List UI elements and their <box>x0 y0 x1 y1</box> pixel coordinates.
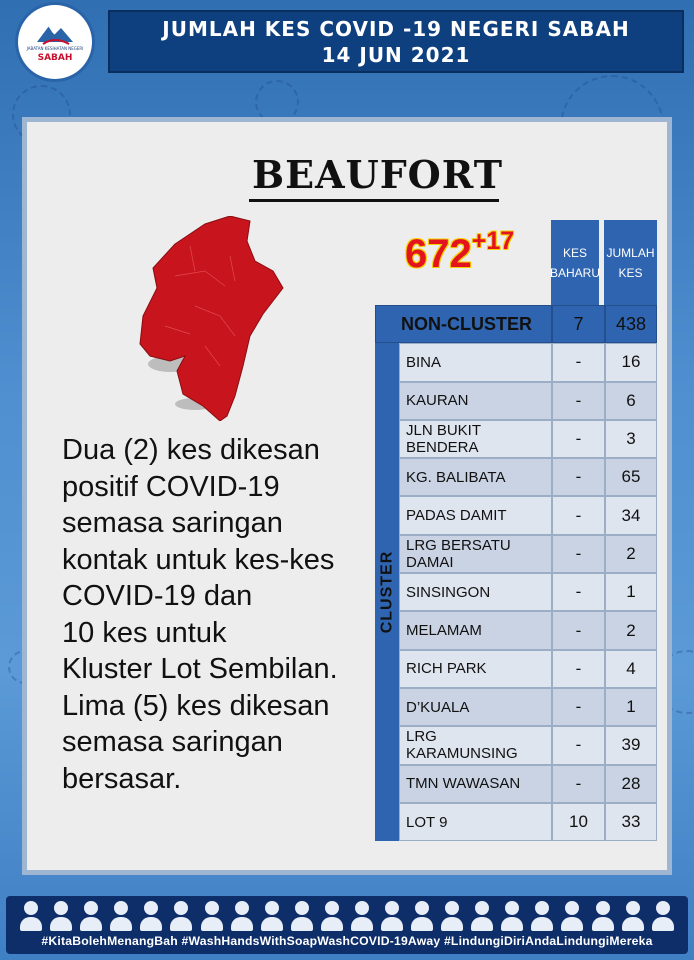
frontliner-icon <box>261 901 283 931</box>
cluster-new-cases: - <box>552 496 605 534</box>
cluster-new-cases: - <box>552 726 605 764</box>
cluster-total-cases: 4 <box>605 650 657 688</box>
cases-table <box>375 305 657 841</box>
district-name: BEAUFORT <box>252 152 503 197</box>
cluster-total-cases: 2 <box>605 535 657 573</box>
frontliner-icon <box>411 901 433 931</box>
cluster-name: RICH PARK <box>399 650 552 688</box>
frontliner-icon <box>441 901 463 931</box>
cluster-total-cases: 2 <box>605 611 657 649</box>
cluster-name: MELAMAM <box>399 611 552 649</box>
table-row <box>399 420 657 458</box>
cluster-name: BINA <box>399 343 552 381</box>
cluster-total-cases: 33 <box>605 803 657 841</box>
table-row <box>399 611 657 649</box>
frontliner-icon <box>80 901 102 931</box>
footer-banner <box>6 896 688 954</box>
non-cluster-label: NON-CLUSTER <box>375 305 552 343</box>
frontliner-icon <box>652 901 674 931</box>
report-date: 14 JUN 2021 <box>321 42 471 67</box>
cluster-name: LOT 9 <box>399 803 552 841</box>
cluster-total-cases: 34 <box>605 496 657 534</box>
frontliner-icon <box>381 901 403 931</box>
cluster-total-cases: 1 <box>605 688 657 726</box>
cluster-name: D’KUALA <box>399 688 552 726</box>
district-panel <box>22 117 672 875</box>
district-underline <box>249 199 499 202</box>
page-title: JUMLAH KES COVID -19 NEGERI SABAH <box>162 16 630 41</box>
frontliner-icon <box>110 901 132 931</box>
cluster-section <box>375 343 657 841</box>
cluster-name: KAURAN <box>399 382 552 420</box>
table-row <box>399 803 657 841</box>
table-row <box>399 765 657 803</box>
cluster-new-cases: - <box>552 343 605 381</box>
district-map-icon <box>135 216 285 421</box>
cluster-new-cases: 10 <box>552 803 605 841</box>
cluster-total-cases: 1 <box>605 573 657 611</box>
cluster-new-cases: - <box>552 420 605 458</box>
cluster-rows <box>399 343 657 841</box>
column-header-new-cases: KES BAHARU <box>551 220 599 305</box>
table-row <box>399 688 657 726</box>
frontliner-icon <box>501 901 523 931</box>
increase-count: +17 <box>471 227 515 255</box>
frontliner-icon <box>170 901 192 931</box>
frontliner-icon <box>201 901 223 931</box>
frontliner-icon <box>561 901 583 931</box>
cluster-name: JLN BUKIT BENDERA <box>399 420 552 458</box>
mountain-logo-icon <box>35 22 75 46</box>
cluster-total-cases: 3 <box>605 420 657 458</box>
cluster-total-cases: 39 <box>605 726 657 764</box>
cluster-name: KG. BALIBATA <box>399 458 552 496</box>
cluster-new-cases: - <box>552 535 605 573</box>
frontliner-icon <box>50 901 72 931</box>
logo-text: SABAH <box>37 52 73 63</box>
non-cluster-row <box>375 305 657 343</box>
cluster-new-cases: - <box>552 688 605 726</box>
frontliner-icon <box>231 901 253 931</box>
footer-hashtags: #KitaBolehMenangBah #WashHandsWithSoapWashCOVID-19Away #LindungiDiriAndaLindungiMereka <box>41 934 653 948</box>
table-row <box>399 496 657 534</box>
frontliner-icons <box>6 898 688 934</box>
non-cluster-total: 438 <box>605 305 657 343</box>
cluster-name: SINSINGON <box>399 573 552 611</box>
column-header-total-cases: JUMLAH KES <box>604 220 657 305</box>
frontliner-icon <box>471 901 493 931</box>
cluster-total-cases: 28 <box>605 765 657 803</box>
cluster-new-cases: - <box>552 611 605 649</box>
cluster-name: LRG BERSATU DAMAI <box>399 535 552 573</box>
cluster-name: LRG KARAMUNSING <box>399 726 552 764</box>
cluster-side-label <box>375 343 399 841</box>
table-row <box>399 535 657 573</box>
frontliner-icon <box>622 901 644 931</box>
table-row <box>399 343 657 381</box>
frontliner-icon <box>20 901 42 931</box>
total-count: 672 <box>405 232 472 276</box>
cluster-new-cases: - <box>552 650 605 688</box>
total-cases <box>405 227 515 277</box>
health-department-logo <box>18 5 92 79</box>
table-row <box>399 573 657 611</box>
frontliner-icon <box>351 901 373 931</box>
title-banner <box>108 10 684 73</box>
table-row <box>399 458 657 496</box>
cluster-new-cases: - <box>552 458 605 496</box>
cluster-total-cases: 6 <box>605 382 657 420</box>
frontliner-icon <box>321 901 343 931</box>
frontliner-icon <box>140 901 162 931</box>
cluster-total-cases: 16 <box>605 343 657 381</box>
cluster-name: TMN WAWASAN <box>399 765 552 803</box>
non-cluster-new: 7 <box>552 305 605 343</box>
frontliner-icon <box>531 901 553 931</box>
case-description: Dua (2) kes dikesan positif COVID-19 semasa saringan kontak untuk kes-kes COVID-19 dan 10 kes untuk Kluster Lot Sembilan. Lima (5) kes dikesan semasa saringan bersasar. <box>62 434 338 795</box>
table-row <box>399 726 657 764</box>
cluster-name: PADAS DAMIT <box>399 496 552 534</box>
cluster-new-cases: - <box>552 573 605 611</box>
frontliner-icon <box>291 901 313 931</box>
cluster-new-cases: - <box>552 382 605 420</box>
table-row <box>399 650 657 688</box>
cluster-label: CLUSTER <box>378 550 395 634</box>
cluster-new-cases: - <box>552 765 605 803</box>
table-row <box>399 382 657 420</box>
frontliner-icon <box>592 901 614 931</box>
cluster-total-cases: 65 <box>605 458 657 496</box>
logo-small-text: JABATAN KESIHATAN NEGERI <box>26 45 84 51</box>
